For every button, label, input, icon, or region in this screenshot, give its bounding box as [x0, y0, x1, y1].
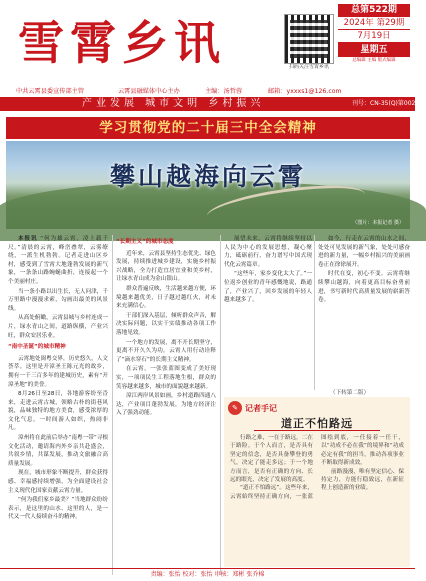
pen-icon: ✎	[228, 401, 242, 415]
reporter-notes-header	[228, 401, 277, 415]
article-column-1	[8, 235, 108, 575]
continued-note: （下转第二版）	[330, 390, 370, 396]
issue-weekday: 星期五	[338, 43, 410, 57]
publisher-info	[0, 86, 415, 96]
article-paragraph: 云霄地处闽粤交界，历史悠久，人文荟萃。这里是开漳圣王陈元光的故乡，拥有一千三百多年的建城历史，素有“开漳圣地”的美誉。	[8, 355, 108, 388]
article-paragraph: 时代在变，初心不变。云霄将继续攀山越海，向着更高目标奋勇前进，书写新时代高质量发展的崭新答卷。	[318, 271, 410, 304]
issue-year: 2024年 第29期	[338, 17, 410, 30]
article-subheading: “南中圣诞”的城市精神	[8, 344, 66, 351]
article-column-4	[318, 235, 410, 390]
info-host: 云霄县融媒体中心主办	[118, 88, 180, 95]
info-chief: 主编：汤哲蓉	[205, 88, 243, 95]
qr-code-icon	[284, 14, 334, 64]
notes-paragraph: 行路之难，一在于路远，二在于路险。于个人而言，是否具有坚定的信念，是否具备攀登的勇气，决定了能走多远；于一个地方而言，是否有正确的方向、长远的眼光，决定了发展的高度。	[230, 435, 313, 484]
article-column-3	[224, 235, 312, 390]
ribbon-items: 产业发展 城市文明 乡村振兴	[82, 98, 265, 109]
article-paragraph: 现在，城市形象不断提升，群众获得感、幸福感持续增强，为全面建设社会主义现代化国家贡献云霄力量。	[8, 470, 108, 494]
column-divider	[220, 235, 221, 575]
editor-footer: 责编：张怡 校对：张怡 审核：郑彬 张乔棉	[0, 568, 415, 581]
article-paragraph: 8月26日至28日，各地游客纷至沓来，走进云霄古城，领略古朴的街巷风貌，品味独特的地方美食，感受浓厚的文化气息，一时间游人如织，热闹非凡。	[8, 391, 108, 432]
reporter-notes-box	[224, 397, 410, 567]
reporter-notes-text	[230, 434, 404, 562]
masthead	[0, 0, 415, 84]
article-author: 本报讯	[18, 236, 38, 242]
issue-total: 总第522期	[338, 4, 410, 17]
divider	[254, 430, 380, 431]
headline-banner: 学习贯彻党的二十届三中全会精神	[6, 117, 410, 139]
article-paragraph: “何为我们家乡最美？”当地群众纷纷表示，是这里的山水、这里的人，是一代又一代人接续奋斗的精神。	[8, 497, 108, 521]
ribbon-issn: 刊号：CN-35(Q)第0026号	[352, 100, 426, 107]
article-paragraph: 漳江两岸风景如画，乡村道路四通八达，产业项目蓬勃发展，为地方经济注入了强劲动能。	[116, 393, 216, 417]
qr-caption: 扫码关注雪霄乡讯	[288, 64, 329, 70]
info-email[interactable]: 邮箱：yxxxs1@126.com	[268, 88, 342, 95]
article-paragraph: 漳州将在此前后举办“南粤一带”寻根文化活动，邀请海内外乡亲共赴盛会，共叙乡情，共谋发展，推动文旅融合高质量发展。	[8, 435, 108, 467]
article-subheading: “长期主义”的城市态度	[116, 239, 174, 245]
issue-box	[338, 4, 410, 80]
article-paragraph: 在云霄，一张张蓝图变成了美好现实，一项项民生工程落地生根，群众的笑容越来越多，城市的面貌越来越新。	[116, 366, 216, 390]
headline-title: 攀山越海向云霄	[109, 162, 306, 191]
article-paragraph: 从高处俯瞰，云霄县城与乡村连成一片，绿水青山之间，道路纵横，产业兴旺，群众安居乐业。	[8, 315, 108, 339]
article-paragraph: 干部们深入基层，倾听群众声音，解决实际问题，以实干实绩推动各项工作落地见效。	[116, 312, 216, 336]
article-paragraph: 展望未来，云霄将继续坚持以人民为中心的发展思想，凝心聚力，砥砺前行，奋力谱写中国式现代化云霄篇章。	[224, 236, 312, 268]
issue-note: 总编辑 主编 版式编辑	[352, 58, 396, 63]
newspaper-title: 雪霄乡讯	[18, 16, 226, 70]
article-lead: “何为雄云霄，凌上载千尺。”清晨的云霄，峰峦叠翠，云雾缭绕，一派生机勃勃。记者走进山区乡村，感受到了雪霄大地蓬勃发展的新气象，一条条山路蜿蜒曲折，连接起一个个美丽村庄。	[8, 236, 108, 285]
column-divider	[112, 235, 113, 575]
article-paragraph: 一个地方的发展，离不开长期坚守，更离不开久久为功。云霄人用行动诠释了“滴水穿石”的长期主义精神。	[116, 339, 216, 363]
newspaper-logo	[18, 18, 280, 68]
article-column-2	[116, 235, 216, 575]
article-paragraph: “这些年，家乡变化太大了。”一位返乡创业的青年感慨地说，路通了，产业兴了，回乡发展的年轻人越来越多了。	[224, 271, 312, 304]
notes-paragraph: 前路漫漫，唯有坚定信心、保持定力，方能行稳致远，在新征程上创造新的业绩。	[321, 468, 404, 492]
column-divider	[314, 235, 315, 390]
article-paragraph: 近年来，云霄县坚持生态优先、绿色发展，持续推进城乡建设，实施乡村振兴战略，全力打造宜居宜业和美乡村，让绿水青山成为金山银山。	[116, 250, 216, 283]
info-org: 中共云霄县委宣传部主管	[16, 88, 85, 95]
photo-credit: （图片：本报记者 摄）	[352, 220, 404, 226]
article-paragraph: 如今，行走在云霄的山水之间，处处可见发展的新气象，处处可感奋进的新力量，一幅乡村振兴的美丽画卷正在徐徐展开。	[318, 236, 410, 268]
headline-photo	[6, 141, 410, 229]
article-paragraph: 当一条小路以出生长，无人问津，千万里路中漫漫求索，勾画出最美的风景线。	[8, 288, 108, 312]
issue-date: 7月19日	[338, 30, 410, 43]
notes-paragraph: “道正不怕路远”。这些年来，云霄始终坚持正确方向，一张蓝图绘到底，一任接着一任干，以“功成不必在我”的境界和“功成必定有我”的担当，推动各项事业不断取得新成效。	[230, 435, 404, 500]
reporter-notes-label: 记者手记	[245, 403, 277, 413]
article-paragraph: 群众普遍反映，生活越来越方便，环境越来越优美，日子越过越红火，对未来充满信心。	[116, 285, 216, 310]
reporter-notes-title: 道正不怕路远	[281, 417, 353, 430]
section-ribbon	[0, 97, 426, 111]
